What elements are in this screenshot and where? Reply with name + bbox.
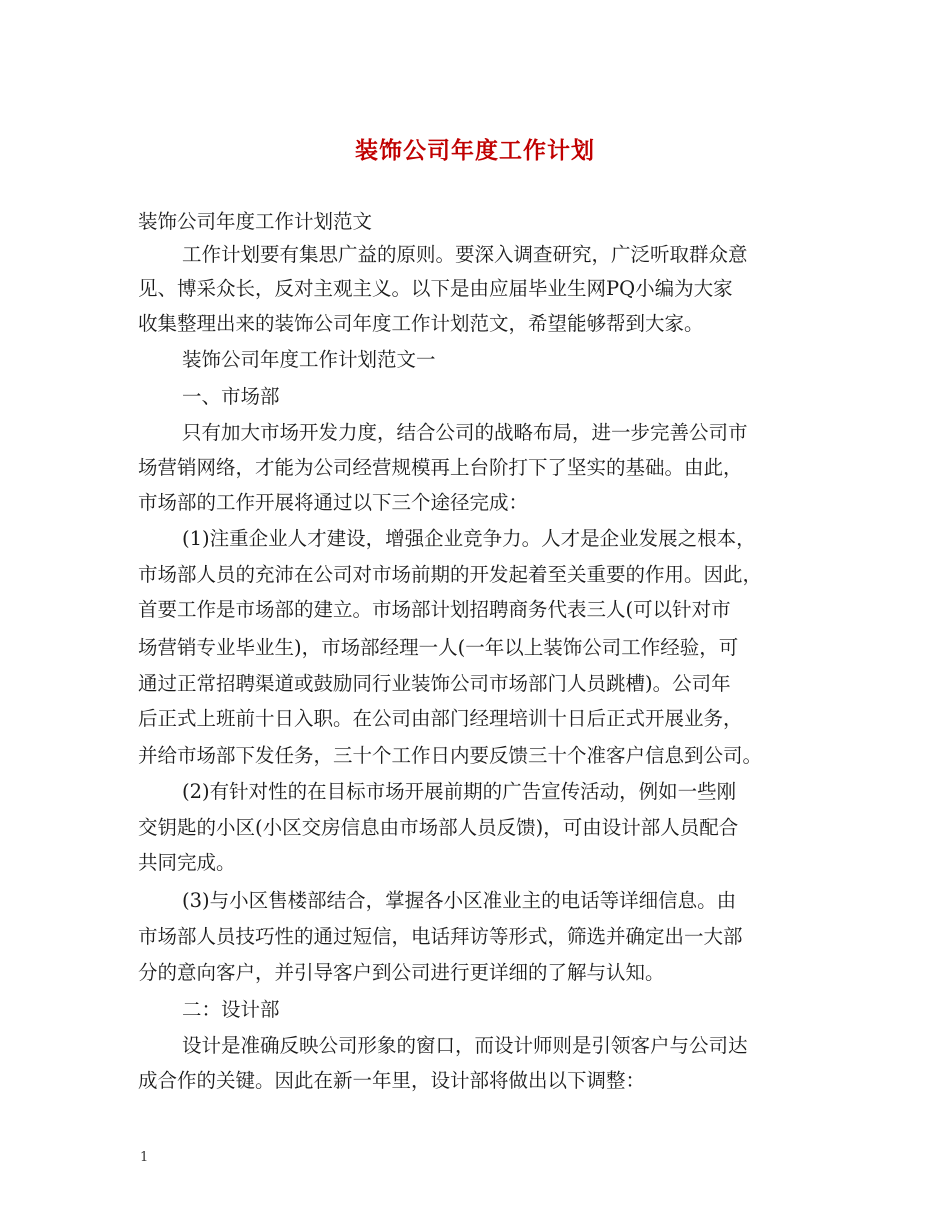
page-number: 1 — [140, 1150, 149, 1165]
paragraph-line: 场营销网络，才能为公司经营规模再上台阶打下了坚实的基础。由此， — [138, 456, 743, 479]
paragraph-line: 工作计划要有集思广益的原则。要深入调查研究，广泛听取群众意 — [182, 243, 748, 266]
subtitle-line: 装饰公司年度工作计划范文 — [138, 210, 373, 233]
paragraph-line: 市场部人员的充沛在公司对市场前期的开发起着至关重要的作用。因此， — [138, 563, 763, 586]
paragraph-line: 成合作的关键。因此在新一年里，设计部将做出以下调整： — [138, 1069, 646, 1092]
paragraph-line: 只有加大市场开发力度，结合公司的战略布局，进一步完善公司市 — [182, 421, 748, 444]
paragraph-line: 分的意向客户，并引导客户到公司进行更详细的了解与认知。 — [138, 961, 665, 984]
paragraph-line: 市场部的工作开展将通过以下三个途径完成： — [138, 491, 529, 514]
paragraph-line: 设计是准确反映公司形象的窗口，而设计师则是引领客户与公司达 — [182, 1034, 748, 1057]
paragraph-line: 见、博采众长，反对主观主义。以下是由应届毕业生网PQ小编为大家 — [138, 277, 733, 300]
paragraph-line: (3)与小区售楼部结合，掌握各小区准业主的电话等详细信息。由 — [182, 889, 737, 912]
paragraph-line: 交钥匙的小区(小区交房信息由市场部人员反馈)，可由设计部人员配合 — [138, 816, 739, 839]
paragraph-line: 首要工作是市场部的建立。市场部计划招聘商务代表三人(可以针对市 — [138, 598, 731, 621]
paragraph-line: (2)有针对性的在目标市场开展前期的广告宣传活动，例如一些刚 — [182, 780, 737, 803]
paragraph-line: 通过正常招聘渠道或鼓励同行业装饰公司市场部门人员跳槽)。公司年 — [138, 672, 731, 695]
paragraph-line: 后正式上班前十日入职。在公司由部门经理培训十日后正式开展业务， — [138, 707, 743, 730]
section-heading: 二：设计部 — [182, 998, 280, 1021]
paragraph-line: (1)注重企业人才建设，增强企业竞争力。人才是企业发展之根本， — [182, 527, 756, 550]
paragraph-line: 市场部人员技巧性的通过短信，电话拜访等形式，筛选并确定出一大部 — [138, 925, 743, 948]
section-heading: 装饰公司年度工作计划范文一 — [182, 348, 436, 371]
paragraph-line: 场营销专业毕业生)，市场部经理一人(一年以上装饰公司工作经验，可 — [138, 636, 739, 659]
paragraph-line: 收集整理出来的装饰公司年度工作计划范文，希望能够帮到大家。 — [138, 312, 704, 335]
paragraph-line: 共同完成。 — [138, 851, 236, 874]
section-heading: 一、市场部 — [182, 385, 280, 408]
paragraph-line: 并给市场部下发任务，三十个工作日内要反馈三十个准客户信息到公司。 — [138, 744, 763, 767]
document-title: 装饰公司年度工作计划 — [355, 138, 595, 164]
